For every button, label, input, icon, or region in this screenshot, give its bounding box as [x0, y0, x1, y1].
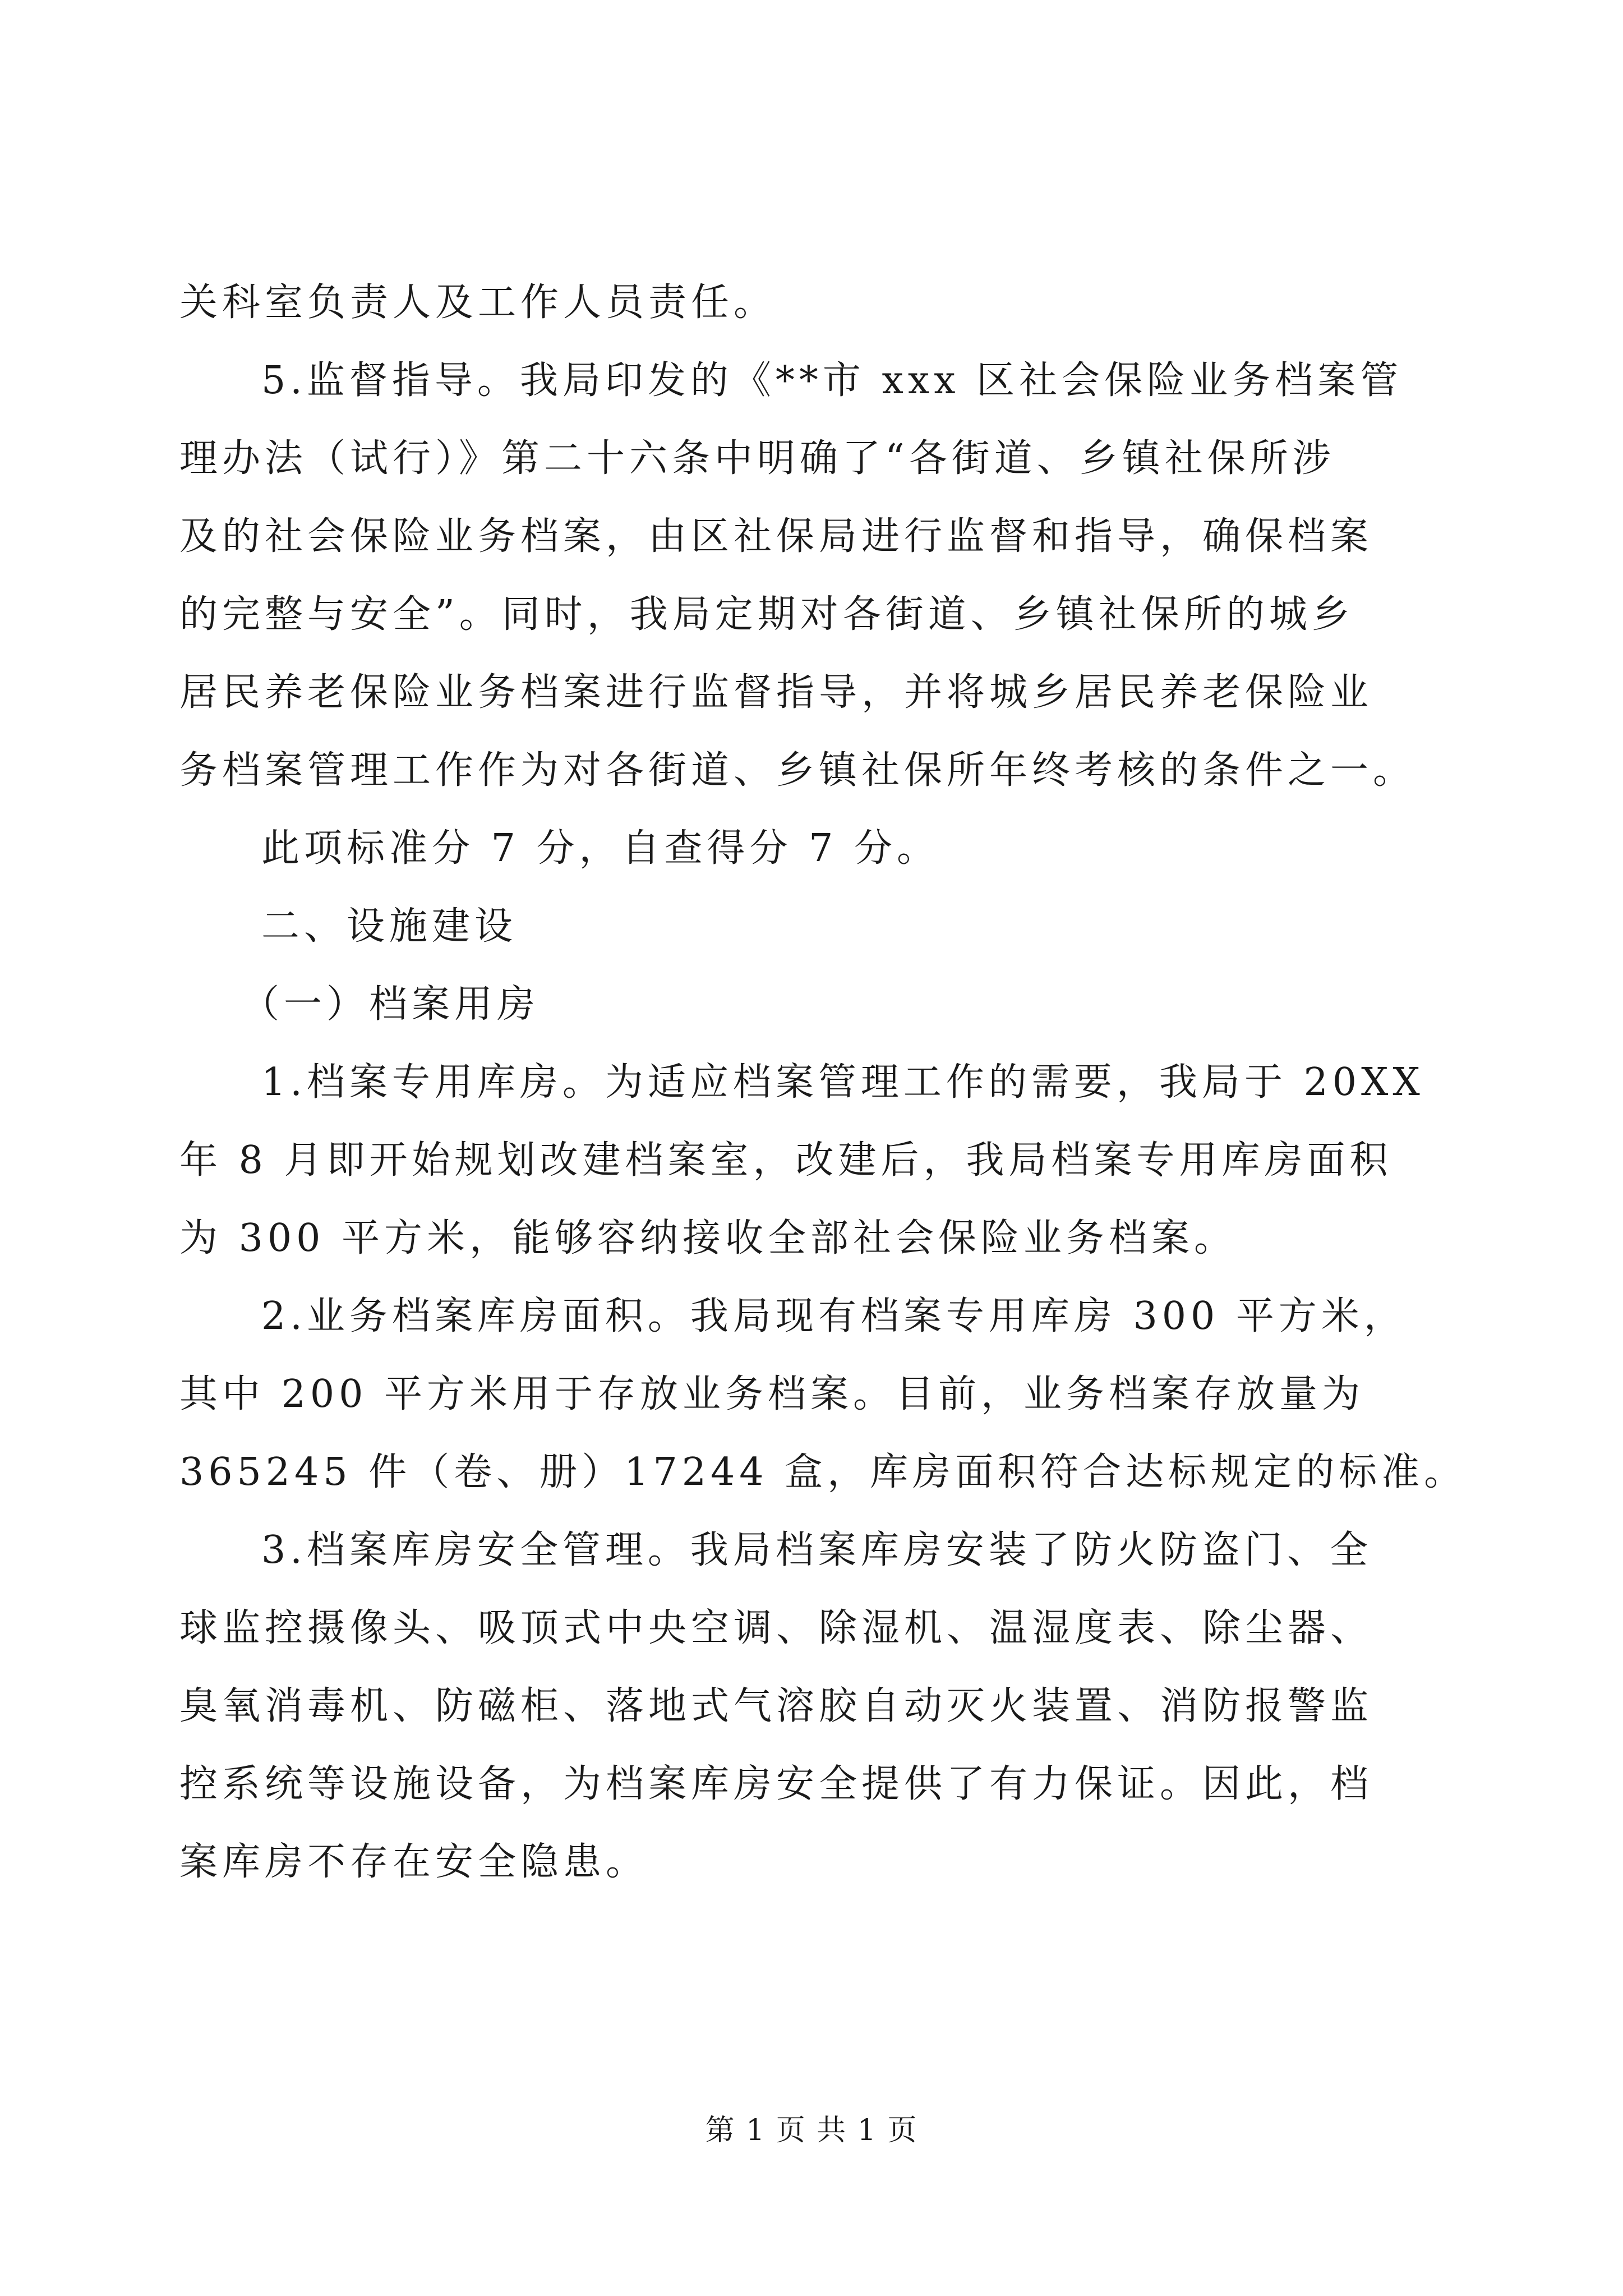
text-line: 及的社会保险业务档案，由区社保局进行监督和指导，确保档案	[179, 514, 1373, 559]
text-line: 365245 件（卷、册）17244 盒，库房面积符合达标规定的标准。	[179, 1450, 1467, 1494]
text-line: 球监控摄像头、吸顶式中央空调、除湿机、温湿度表、除尘器、	[179, 1606, 1373, 1650]
text-line: 控系统等设施设备，为档案库房安全提供了有力保证。因此，档	[179, 1762, 1373, 1806]
text-line: 案库房不存在安全隐患。	[179, 1840, 649, 1884]
text-line: 为 300 平方米，能够容纳接收全部社会保险业务档案。	[179, 1216, 1237, 1260]
text-line: 居民养老保险业务档案进行监督指导，并将城乡居民养老保险业	[179, 670, 1373, 715]
text-line: 1.档案专用库房。为适应档案管理工作的需要，我局于 20XX	[261, 1060, 1424, 1105]
text-line: 年 8 月即开始规划改建档案室，改建后，我局档案专用库房面积	[179, 1138, 1393, 1182]
text-line: 臭氧消毒机、防磁柜、落地式气溶胶自动灭火装置、消防报警监	[179, 1684, 1373, 1728]
text-line: 务档案管理工作作为对各街道、乡镇社保所年终考核的条件之一。	[179, 748, 1416, 793]
subsection-heading: （一）档案用房	[241, 982, 540, 1027]
text-line: 2.业务档案库房面积。我局现有档案专用库房 300 平方米，	[261, 1294, 1407, 1338]
document-body	[179, 264, 1467, 1901]
page-number-footer: 第 1 页 共 1 页	[705, 2114, 918, 2147]
text-line: 5.监督指导。我局印发的《**市 xxx 区社会保险业务档案管	[261, 358, 1403, 403]
text-line: 的完整与安全”。同时，我局定期对各街道、乡镇社保所的城乡	[179, 592, 1354, 637]
text-line: 3.档案库房安全管理。我局档案库房安装了防火防盗门、全	[261, 1528, 1372, 1572]
text-line: 其中 200 平方米用于存放业务档案。目前，业务档案存放量为	[179, 1372, 1365, 1416]
text-line: 关科室负责人及工作人员责任。	[179, 280, 777, 325]
text-line: 理办法（试行）》第二十六条中明确了“各街道、乡镇社保所涉	[179, 436, 1335, 481]
section-heading: 二、设施建设	[261, 904, 518, 949]
text-line: 此项标准分 7 分，自查得分 7 分。	[261, 826, 939, 871]
